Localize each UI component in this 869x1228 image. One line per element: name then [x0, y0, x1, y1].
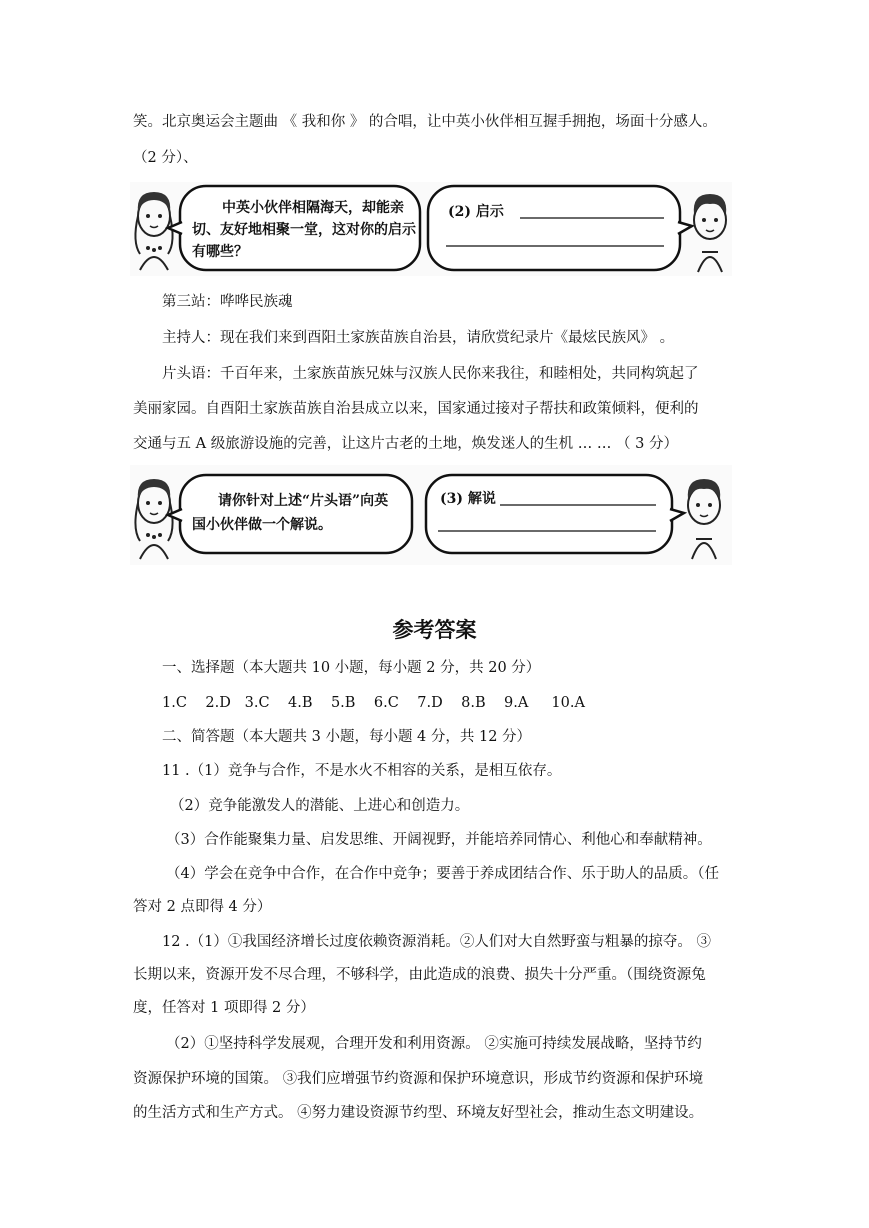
speech-bubble-right [426, 475, 672, 553]
q12-part1-line2: 长期以来，资源开发不尽合理，不够科学，由此造成的浪费、损失十分严重。（围绕资源兔 [133, 967, 706, 983]
answers-section-2: 二、简答题（本大题共 3 小题，每小题 4 分，共 12 分） [162, 729, 532, 745]
choice-answers: 1.C 2.D 3.C 4.B 5.B 6.C 7.D 8.B 9.A 10.A [162, 695, 585, 711]
q11-part2: （2）竞争能激发人的潜能、上进心和创造力。 [170, 798, 470, 814]
girl-icon [135, 192, 172, 270]
dialogue-scene-1 [130, 182, 732, 276]
boy-icon [694, 194, 726, 272]
bubble1-line2: 切、友好地相聚一堂，这对你的启示 [192, 222, 416, 238]
answers-section-1: 一、选择题（本大题共 10 小题，每小题 2 分，共 20 分） [162, 660, 541, 676]
q12-part2-line2: 资源保护环境的国策。 ③我们应增强节约资源和保护环境意识，形成节约资源和保护环境 [133, 1071, 704, 1087]
bubble2-line2: 国小伙伴做一个解说。 [192, 517, 332, 533]
q12-part2-line3: 的生活方式和生产方式。 ④努力建设资源节约型、环境友好型社会，推动生态文明建设。 [133, 1105, 704, 1121]
bubble1-line1: 中英小伙伴相隔海天，却能亲 [222, 200, 404, 216]
q11-part3: （3）合作能聚集力量、启发思维、开阔视野，并能培养同情心、利他心和奉献精神。 [166, 832, 712, 848]
station3-host: 主持人：现在我们来到酉阳土家族苗族自治县，请欣赏纪录片《最炫民族风》 。 [162, 330, 675, 346]
dialogue-illustration-1 [130, 182, 732, 276]
bubble1-line3: 有哪些？ [192, 244, 248, 260]
station3-intro-3: 交通与五 A 级旅游设施的完善，让这片古老的土地，焕发迷人的生机 … … （ 3 分） [133, 436, 678, 452]
q12-part1-line3: 度，任答对 1 项即得 2 分） [133, 1000, 315, 1016]
intro-line-1: 笑。北京奥运会主题曲 《 我和你 》 的合唱，让中英小伙伴相互握手拥抱，场面十分感人。 [133, 114, 717, 130]
answer-label-2: (2) 启示 [448, 204, 504, 220]
station3-intro-1: 片头语：千百年来，土家族苗族兄妹与汉族人民你来我往，和睦相处，共同构筑起了 [162, 366, 699, 382]
answers-title: 参考答案 [392, 617, 477, 642]
station3-intro-2: 美丽家园。自酉阳土家族苗族自治县成立以来，国家通过接对子帮扶和政策倾料，便利的 [133, 401, 699, 417]
intro-line-2: （2 分）、 [133, 150, 198, 166]
dialogue-scene-2 [130, 465, 732, 565]
q11-part4-line2: 答对 2 点即得 4 分） [133, 899, 272, 915]
speech-bubble-right [428, 186, 680, 270]
bubble2-line1: 请你针对上述“片头语”向英 [218, 493, 389, 509]
dialogue-illustration-2 [130, 465, 732, 565]
answer-label-3: (3) 解说 [440, 491, 496, 507]
q12-part1-line1: 12 .（1）①我国经济增长过度依赖资源消耗。②人们对大自然野蛮与粗暴的掠夺。 ③ [162, 934, 712, 950]
station3-heading: 第三站：哗哗民族魂 [162, 294, 293, 310]
q11-part1: 11 .（1）竞争与合作，不是水火不相容的关系，是相互依存。 [162, 763, 562, 779]
girl-icon [135, 479, 172, 559]
q11-part4-line1: （4）学会在竞争中合作，在合作中竞争；要善于养成团结合作、乐于助人的品质。（任 [166, 866, 719, 882]
speech-bubble-left [180, 475, 412, 553]
boy-icon [688, 479, 720, 559]
q12-part2-line1: （2）①坚持科学发展观，合理开发和利用资源。 ②实施可持续发展战略，坚持节约 [166, 1036, 702, 1052]
